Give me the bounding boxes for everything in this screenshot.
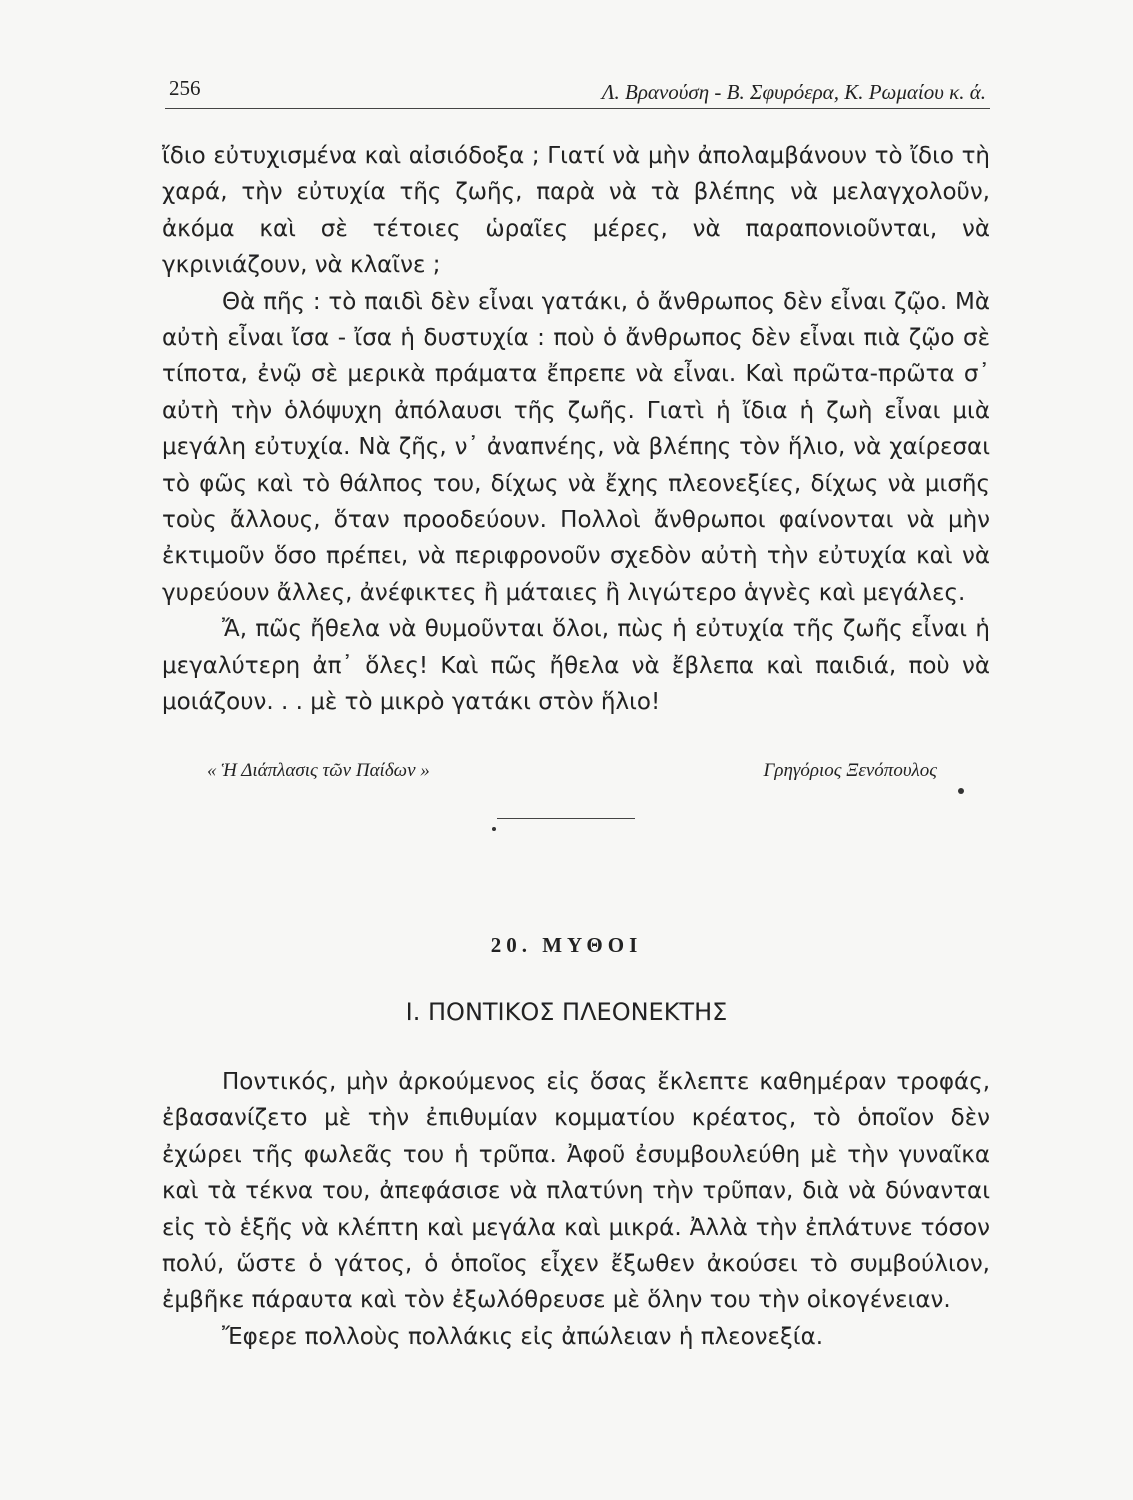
- story-paragraph: Ποντικός, μὴν ἀρκούμενος εἰς ὅσας ἔκλεπτε καθημέραν τροφάς, ἐβασανίζετο μὲ τὴν ἐπιθυμίαν κομματίου κρέατος, τὸ ὁποῖον δὲν ἐχώρει τῆς φωλεᾶς του ἡ τρῦπα. Ἀφοῦ ἐσυμβουλεύθη μὲ τὴν γυναῖκα καὶ τὰ τέκνα του, ἀπεφάσισε νὰ πλατύνη τὴν τρῦπαν, διὰ νὰ δύνανται εἰς τὸ ἑξῆς νὰ κλέπτη καὶ μεγάλα καὶ μικρά. Ἀλλὰ τὴν ἐπλάτυνε τόσον πολύ, ὥστε ὁ γάτος, ὁ ὁποῖος εἶχεν ἔξωθεν ἀκούσει τὸ συμβούλιον, ἐμβῆκε πάραυτα καὶ τὸν ἐξωλόθρευσε μὲ ὅλην του τὴν οἰκογένειαν.: [162, 1069, 990, 1314]
- passage-paragraph: Ἄ, πῶς ἤθελα νὰ θυμοῦνται ὅλοι, πὼς ἡ εὐτυχία τῆς ζωῆς εἶναι ἡ μεγαλύτερη ἀπ᾽ ὅλες! Καὶ πῶς ἤθελα νὰ ἔβλεπα καὶ παιδιά, ποὺ νὰ μοιάζουν. . . μὲ τὸ μικρὸ γατάκι στὸν ἥλιο!: [162, 616, 990, 716]
- ink-speck: [492, 827, 496, 831]
- passage-paragraph: Θὰ πῆς : τὸ παιδὶ δὲν εἶναι γατάκι, ὁ ἄνθρωπος δὲν εἶναι ζῷο. Μὰ αὐτὴ εἶναι ἴσα - ἴσα ἡ δυστυχία : ποὺ ὁ ἄνθρωπος δὲν εἶναι πιὰ ζῷο σὲ τίποτα, ἐνῷ σὲ μερικὰ πράματα ἔπρεπε νὰ εἶναι. Καὶ πρῶτα-πρῶτα σ᾽ αὐτὴ τὴν ὁλόψυχη ἀπόλαυσι τῆς ζωῆς. Γιατὶ ἡ ἴδια ἡ ζωὴ εἶναι μιὰ μεγάλη εὐτυχία. Νὰ ζῆς, ν᾽ ἀναπνέης, νὰ βλέπης τὸν ἥλιο, νὰ χαίρεσαι τὸ φῶς καὶ τὸ θάλπος του, δίχως νὰ ἔχης πλεονεξίες, δίχως νὰ μισῆς τοὺς ἄλλους, ὅταν προοδεύουν. Πολλοὶ ἄνθρωποι φαίνονται νὰ μὴν ἐκτιμοῦν ὅσο πρέπει, νὰ περιφρονοῦν σχεδὸν αὐτὴ τὴν εὐτυχία καὶ νὰ γυρεύουν ἄλλες, ἀνέφικτες ἢ μάταιες ἢ λιγώτερο ἁγνὲς καὶ μεγάλες.: [162, 288, 990, 606]
- ink-speck: [958, 788, 964, 794]
- running-head: Λ. Βρανούση - Β. Σφυρόερα, Κ. Ρωμαίου κ. ά.: [601, 80, 986, 104]
- story-title: Ι. ΠΟΝΤΙΚΟΣ ΠΛΕΟΝΕΚΤΗΣ: [405, 998, 728, 1026]
- story-moral: Ἔφερε πολλοὺς πολλάκις εἰς ἀπώλειαν ἡ πλεονεξία.: [222, 1323, 824, 1350]
- citation: [165, 760, 985, 790]
- section-divider: [497, 818, 635, 819]
- citation-author: Γρηγόριος Ξενόπουλος: [763, 760, 937, 781]
- page-number: 256: [169, 76, 201, 100]
- page-header: [165, 72, 990, 109]
- story-text: [162, 1064, 990, 1355]
- passage-text: [162, 138, 990, 721]
- chapter-heading: 20. ΜΥΘΟΙ: [490, 933, 643, 957]
- passage-paragraph: ἴδιο εὐτυχισμένα καὶ αἰσιόδοξα ; Γιατί νὰ μὴν ἀπολαμβάνουν τὸ ἴδιο τὴ χαρά, τὴν εὐτυχία τῆς ζωῆς, παρὰ νὰ τὰ βλέπης νὰ μελαγχολοῦν, ἀκόμα καὶ σὲ τέτοιες ὡραῖες μέρες, νὰ παραπονιοῦνται, νὰ γκρινιάζουν, νὰ κλαῖνε ;: [162, 143, 990, 279]
- citation-source: « Ἡ Διάπλασις τῶν Παίδων »: [207, 760, 430, 781]
